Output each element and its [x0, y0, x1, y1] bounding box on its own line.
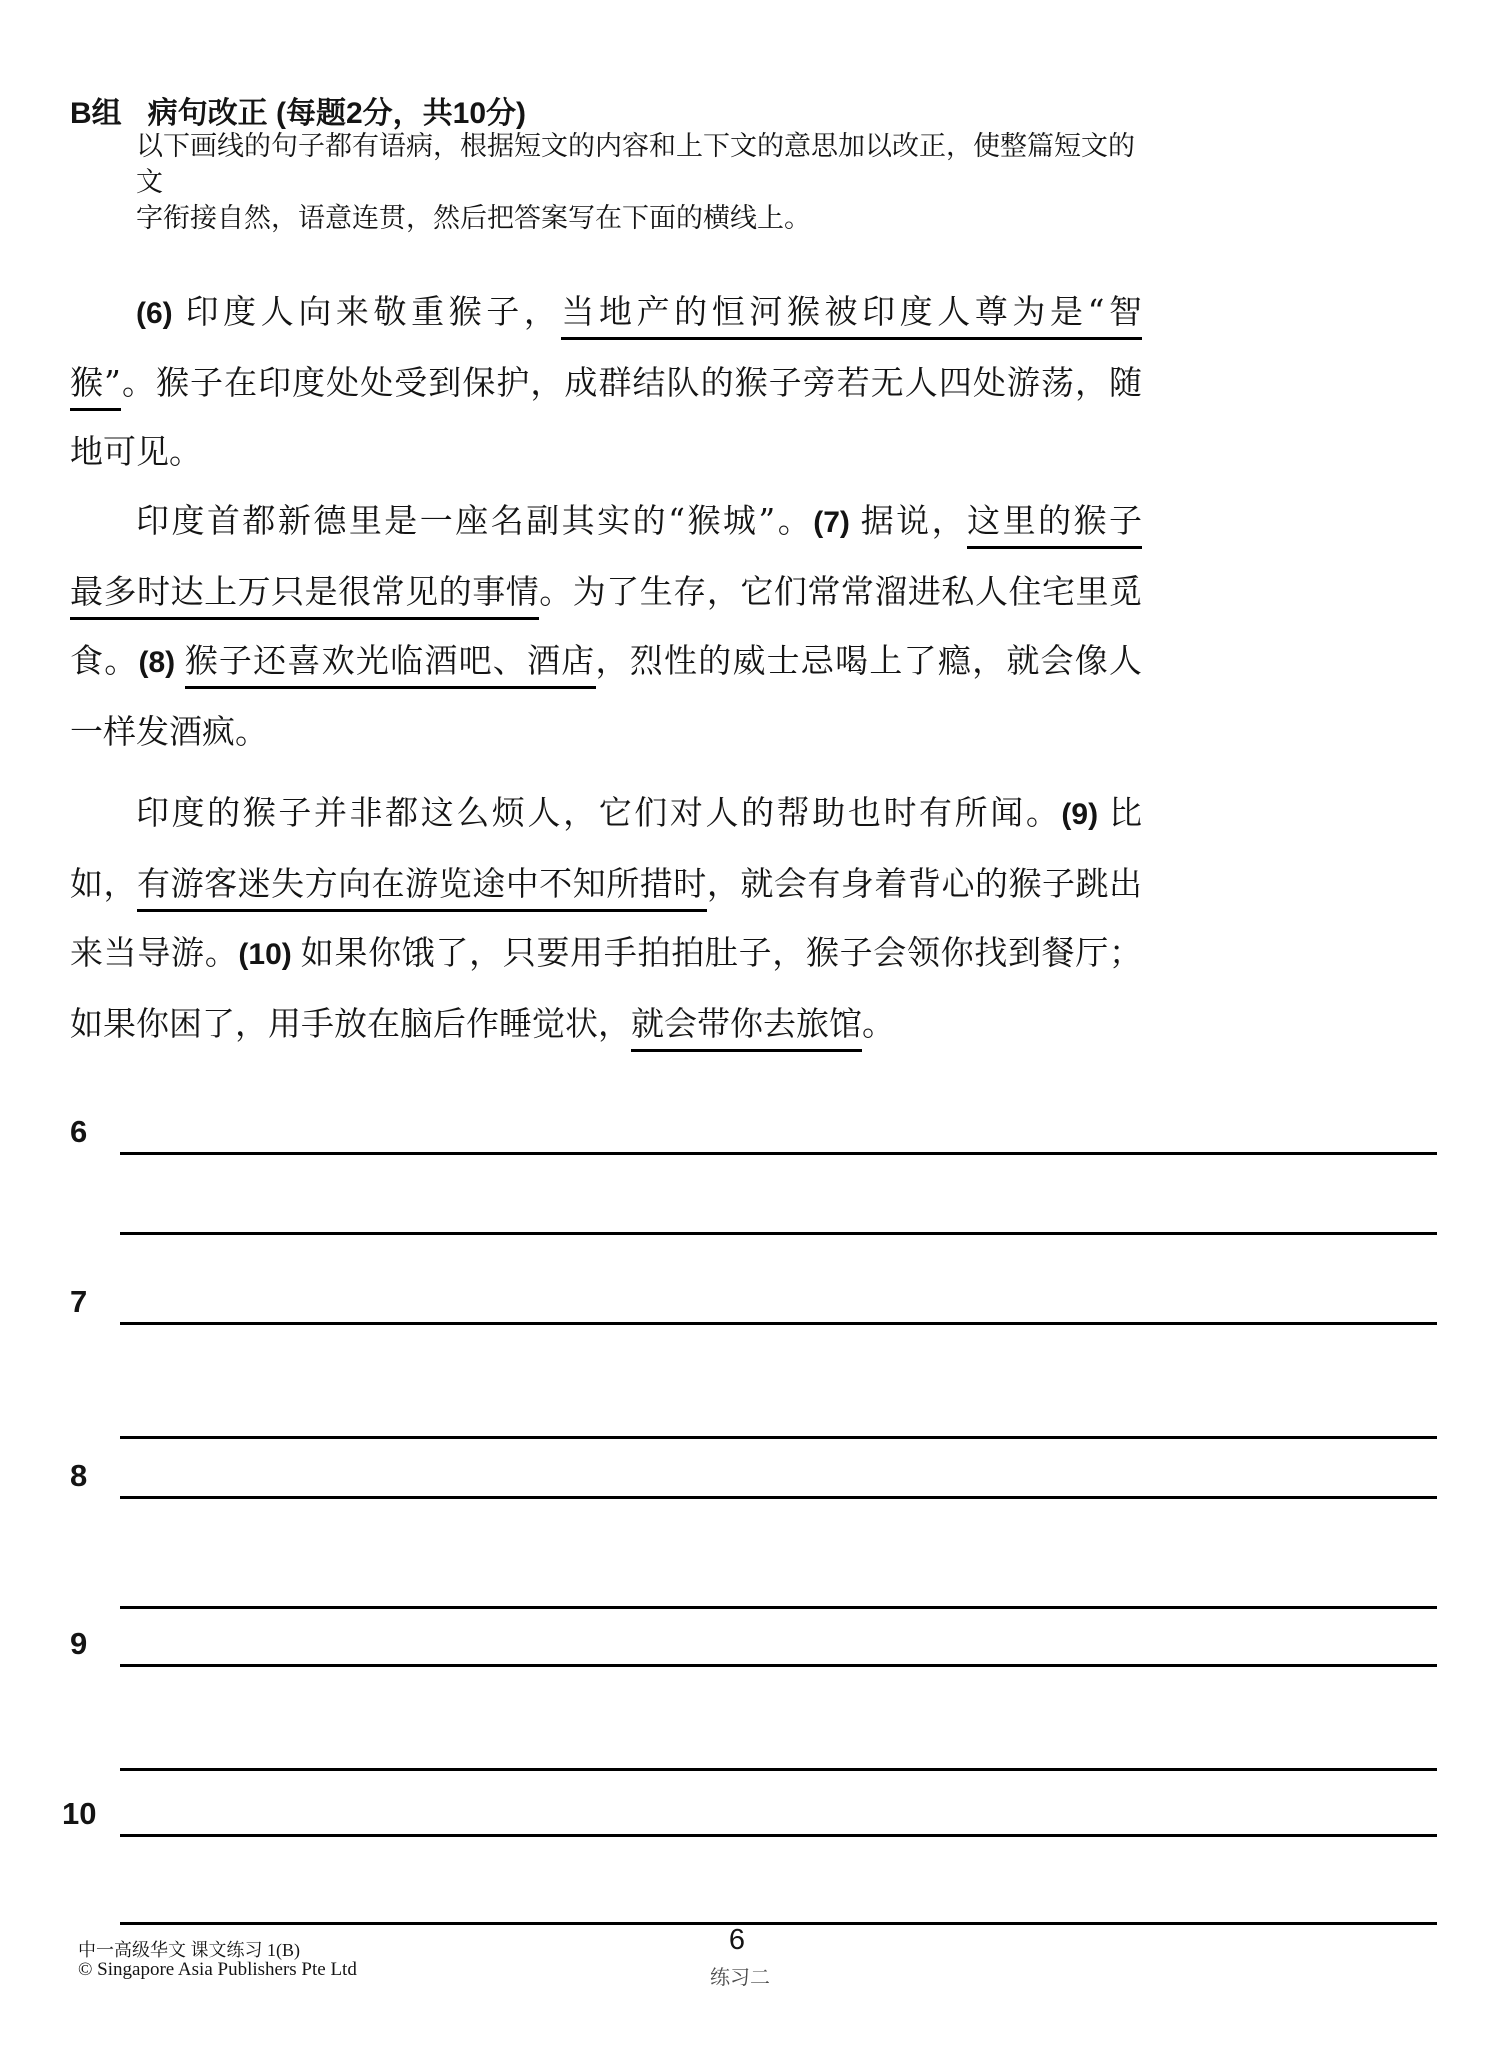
passage-line: [70, 918, 1142, 989]
passage-line: [70, 697, 1142, 766]
answer-line-9-1[interactable]: [120, 1664, 1437, 1667]
passage-text: 印度首都新德里是一座名副其实的“猴城”。: [136, 501, 814, 540]
passage-line: [70, 486, 1142, 557]
answer-number-6: 6: [70, 1114, 88, 1149]
answer-number-8: 8: [70, 1458, 88, 1493]
answer-line-8-2[interactable]: [120, 1606, 1437, 1609]
answer-line-8-1[interactable]: [120, 1496, 1437, 1499]
passage-text: ，就会有身着背心的猴子跳出: [706, 864, 1143, 903]
passage-text: 如果你饿了，只要用手拍拍肚子，猴子会领你找到餐厅；: [300, 933, 1143, 972]
question-number: (9): [1061, 798, 1110, 831]
underlined-text: 猴”: [70, 363, 121, 411]
passage-line: [70, 626, 1142, 697]
passage-text: 印度的猴子并非都这么烦人，它们对人的帮助也时有所闻。: [136, 793, 1062, 832]
passage-text: 。为了生存，它们常常溜进私人住宅里觅: [539, 572, 1143, 611]
passage-line: [70, 989, 1142, 1058]
paragraph: [70, 778, 1142, 1058]
underlined-text: 有游客迷失方向在游览途中不知所措时: [137, 864, 707, 912]
passage-text: 一样发酒疯。: [70, 712, 268, 751]
answer-number-10: 10: [62, 1796, 97, 1831]
passage-text: 地可见。: [70, 432, 202, 471]
passage-text: 比: [1109, 793, 1143, 832]
passage-text: 。: [862, 1004, 895, 1043]
answer-number-9: 9: [70, 1626, 88, 1661]
page-number: 6: [728, 1924, 746, 1956]
section-label: B组: [70, 97, 122, 130]
answer-line-6-1[interactable]: [120, 1152, 1437, 1155]
section-heading: [70, 88, 526, 132]
passage-line: [70, 557, 1142, 626]
passage-text: ，烈性的威士忌喝上了瘾，就会像人: [595, 641, 1143, 680]
question-number: (7): [813, 506, 861, 539]
passage-text: 食。: [70, 641, 139, 680]
answer-line-7-1[interactable]: [120, 1322, 1437, 1325]
answer-line-10-1[interactable]: [120, 1834, 1437, 1837]
passage-text: 印度人向来敬重猴子，: [185, 292, 562, 331]
question-number: (6): [136, 297, 186, 330]
passage-line: [70, 778, 1142, 849]
footer-exercise-label: 练习二: [710, 1965, 770, 1989]
passage-text: 来当导游。: [70, 933, 239, 972]
answer-line-9-2[interactable]: [120, 1768, 1437, 1771]
answer-line-10-2[interactable]: [120, 1922, 1437, 1925]
section-title: 病句改正 (每题2分，共10分): [147, 97, 527, 130]
paragraph: [70, 486, 1142, 766]
question-number: (8): [138, 646, 185, 679]
underlined-text: 猴子还喜欢光临酒吧、酒店: [185, 641, 596, 689]
instructions-line: 以下画线的句子都有语病，根据短文的内容和上下文的意思加以改正，使整篇短文的文: [136, 131, 1135, 197]
underlined-text: 最多时达上万只是很常见的事情: [70, 572, 539, 620]
footer-book-title: 中一高级华文 课文练习 1(B): [78, 1940, 300, 1960]
answer-number-7: 7: [70, 1284, 88, 1319]
underlined-text: 当地产的恒河猴被印度人尊为是“智: [561, 292, 1142, 340]
passage-text: 。猴子在印度处处受到保护，成群结队的猴子旁若无人四处游荡，随: [120, 363, 1143, 402]
paragraph: [70, 277, 1142, 486]
passage-line: [70, 277, 1142, 348]
passage-text: 如，: [70, 864, 138, 903]
passage-text: 如果你困了，用手放在脑后作睡觉状，: [70, 1004, 631, 1043]
question-number: (10): [238, 938, 301, 971]
passage-line: [70, 417, 1142, 486]
instructions: [136, 128, 1146, 236]
underlined-text: 就会带你去旅馆: [631, 1004, 862, 1052]
footer-copyright: © Singapore Asia Publishers Pte Ltd: [78, 1959, 357, 1980]
passage: [70, 277, 1142, 1058]
answer-line-6-2[interactable]: [120, 1232, 1437, 1235]
instructions-line: 字衔接自然，语意连贯，然后把答案写在下面的横线上。: [136, 203, 811, 233]
underlined-text: 这里的猴子: [967, 501, 1142, 549]
passage-text: 据说，: [860, 501, 968, 540]
passage-line: [70, 849, 1142, 918]
passage-line: [70, 348, 1142, 417]
answer-line-7-2[interactable]: [120, 1436, 1437, 1439]
